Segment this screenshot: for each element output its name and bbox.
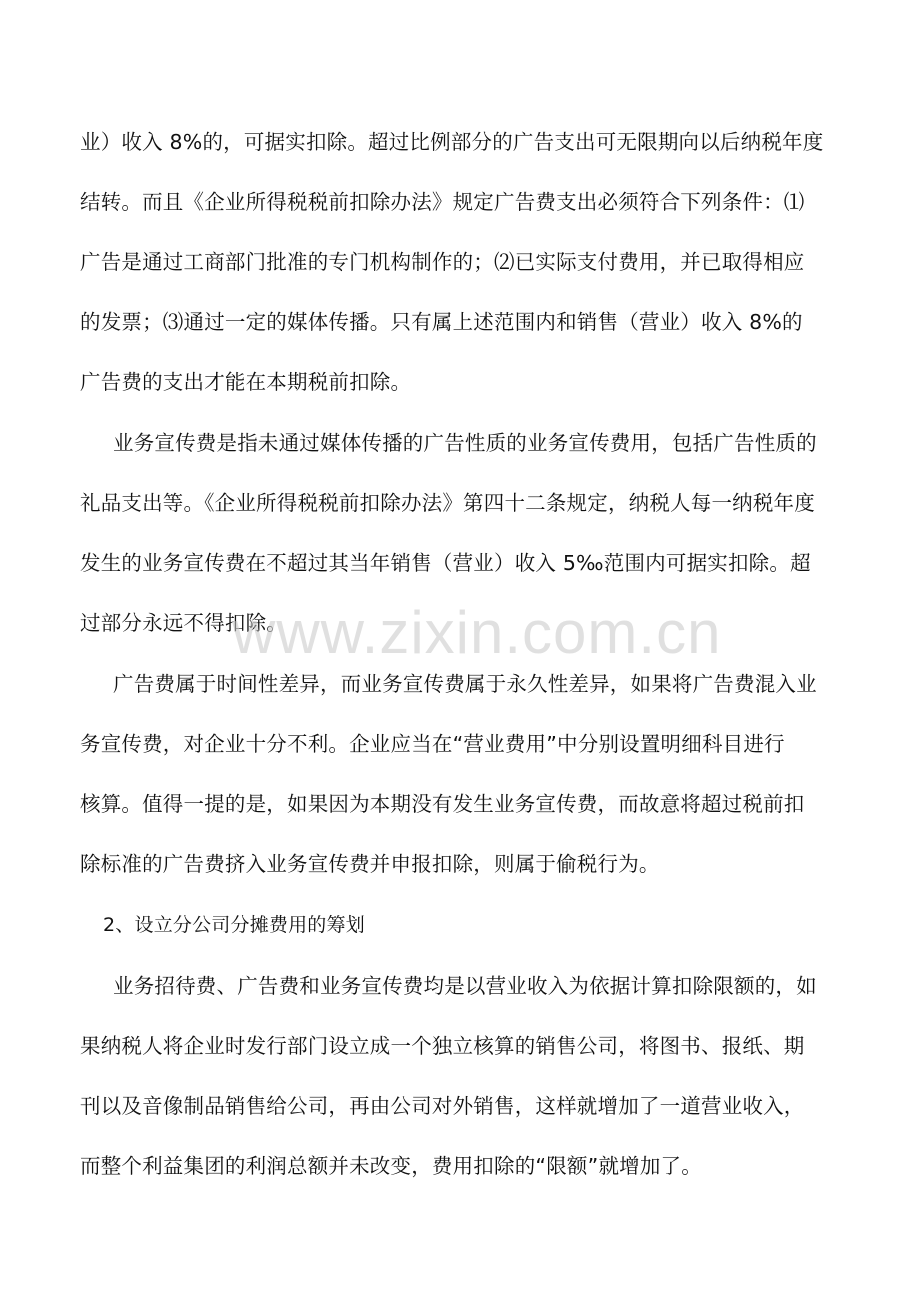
text-line: 果纳税人将企业时发行部门设立成一个独立核算的销售公司，将图书、报纸、期 [80,1034,805,1058]
text-line: 业务宣传费是指未通过媒体传播的广告性质的业务宣传费用，包括广告性质的 [113,431,817,455]
text-line: 刊以及音像制品销售给公司，再由公司对外销售，这样就增加了一道营业收入， [80,1094,805,1118]
text-line: 发生的业务宣传费在不超过其当年销售（营业）收入 5‰范围内可据实扣除。超 [80,551,811,575]
text-line: 广告费属于时间性差异，而业务宣传费属于永久性差异，如果将广告费混入业 [113,672,817,696]
text-line: 业）收入 8%的，可据实扣除。超过比例部分的广告支出可无限期向以后纳税年度 [80,130,824,154]
text-line: 结转。而且《企业所得税税前扣除办法》规定广告费支出必须符合下列条件：⑴ [80,190,805,214]
text-line: 而整个利益集团的利润总额并未改变，费用扣除的“限额”就增加了。 [80,1154,702,1178]
text-line: 务宣传费，对企业十分不利。企业应当在“营业费用”中分别设置明细科目进行 [80,732,785,756]
text-line: 的发票；⑶通过一定的媒体传播。只有属上述范围内和销售（营业）收入 8%的 [80,310,803,334]
text-line: 业务招待费、广告费和业务宣传费均是以营业收入为依据计算扣除限额的，如 [113,974,817,998]
text-line: 核算。值得一提的是，如果因为本期没有发生业务宣传费，而故意将超过税前扣 [80,792,805,816]
text-line: 过部分永远不得扣除。 [80,611,287,635]
text-line: 礼品支出等。《企业所得税税前扣除办法》第四十二条规定，纳税人每一纳税年度 [80,491,815,515]
text-line: 广告是通过工商部门批准的专门机构制作的；⑵已实际支付费用，并已取得相应 [80,250,805,274]
section-heading: 2、设立分公司分摊费用的筹划 [103,914,365,936]
text-line: 广告费的支出才能在本期税前扣除。 [80,370,412,394]
watermark: www.zixin.com.cn [232,599,722,666]
text-line: 除标准的广告费挤入业务宣传费并申报扣除，则属于偷税行为。 [80,852,660,876]
